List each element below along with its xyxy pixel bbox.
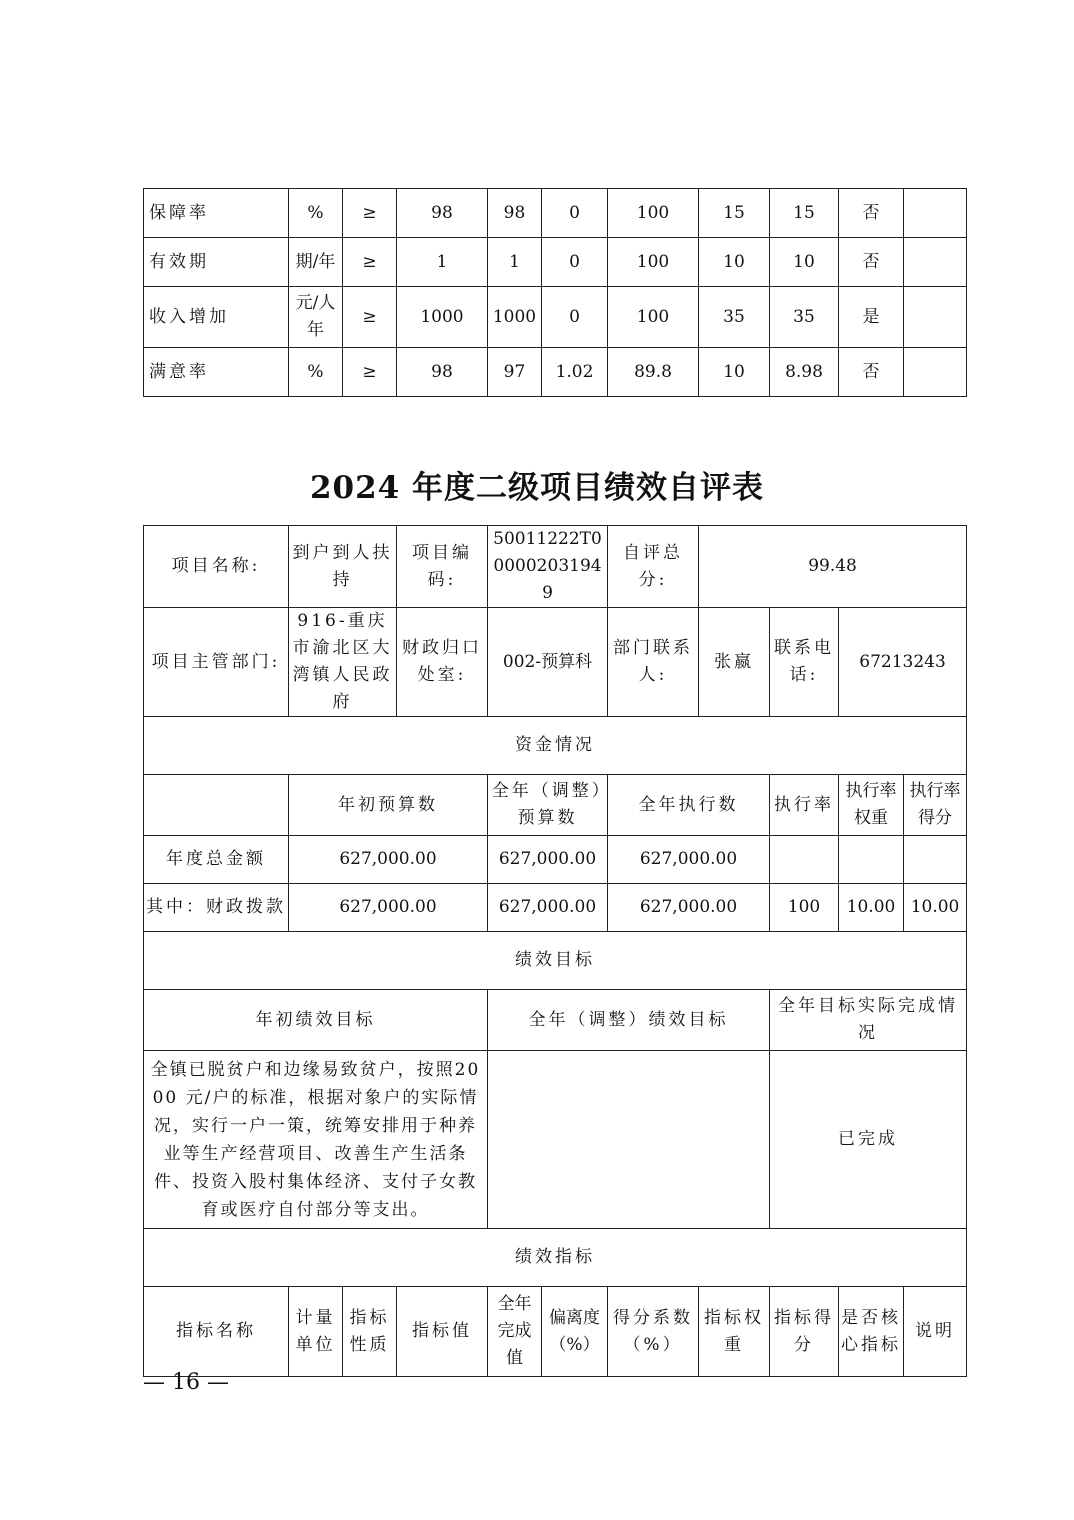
indicator-row	[144, 189, 967, 238]
contact-value: 张嬴	[699, 608, 770, 717]
funds-row	[144, 836, 967, 884]
indicator-coef: 100	[608, 287, 699, 348]
funds-header: 全年执行数	[608, 775, 770, 836]
finance-label: 财政归口处室:	[397, 608, 488, 717]
indicator-target: 98	[397, 348, 488, 397]
indicator-table-continued	[143, 188, 967, 397]
actual-completion-text: 已完成	[770, 1051, 967, 1229]
indicator-weight: 35	[699, 287, 770, 348]
phone-label: 联系电话:	[770, 608, 839, 717]
funds-header: 执行率权重	[839, 775, 904, 836]
page-number: — 16 —	[143, 1370, 229, 1395]
indicator-core: 否	[839, 348, 904, 397]
indicator-score: 10	[770, 238, 839, 287]
funds-header-row	[144, 775, 967, 836]
project-name: 到户到人扶持	[289, 526, 397, 608]
project-code-label: 项目编码:	[397, 526, 488, 608]
indicator-row	[144, 348, 967, 397]
funds-row-label: 其中：财政拨款	[144, 884, 289, 932]
funds-score: 10.00	[904, 884, 967, 932]
indicator-score: 8.98	[770, 348, 839, 397]
indicator-note	[904, 287, 967, 348]
indicator-unit: 期/年	[289, 238, 343, 287]
indicators-header-row	[144, 1287, 967, 1377]
indicator-actual: 97	[488, 348, 542, 397]
indicator-name: 收入增加	[144, 287, 289, 348]
indicator-deviation: 0	[542, 238, 608, 287]
indicator-name: 有效期	[144, 238, 289, 287]
indicator-actual: 1000	[488, 287, 542, 348]
indicator-nature: ≥	[343, 348, 397, 397]
adjusted-goal-text	[488, 1051, 770, 1229]
project-name-label: 项目名称:	[144, 526, 289, 608]
evaluation-table	[143, 525, 967, 1377]
funds-section-header: 资金情况	[144, 717, 967, 775]
indicator-header: 指标名称	[144, 1287, 289, 1377]
goals-header: 年初绩效目标	[144, 990, 488, 1051]
indicator-core: 是	[839, 287, 904, 348]
indicator-weight: 10	[699, 348, 770, 397]
goals-content-row	[144, 1051, 967, 1229]
phone-value: 67213243	[839, 608, 967, 717]
indicator-target: 98	[397, 189, 488, 238]
funds-executed: 627,000.00	[608, 884, 770, 932]
funds-header: 年初预算数	[289, 775, 488, 836]
indicator-unit: %	[289, 189, 343, 238]
funds-score	[904, 836, 967, 884]
indicator-name: 保障率	[144, 189, 289, 238]
project-info-row	[144, 526, 967, 608]
funds-adjusted: 627,000.00	[488, 884, 608, 932]
funds-header: 全年（调整）预算数	[488, 775, 608, 836]
funds-weight: 10.00	[839, 884, 904, 932]
goals-header: 全年（调整）绩效目标	[488, 990, 770, 1051]
contact-label: 部门联系人:	[608, 608, 699, 717]
indicator-row	[144, 238, 967, 287]
indicator-target: 1	[397, 238, 488, 287]
dept-label: 项目主管部门:	[144, 608, 289, 717]
indicator-note	[904, 238, 967, 287]
funds-adjusted: 627,000.00	[488, 836, 608, 884]
indicator-unit: %	[289, 348, 343, 397]
indicator-core: 否	[839, 238, 904, 287]
indicator-nature: ≥	[343, 287, 397, 348]
indicator-deviation: 0	[542, 287, 608, 348]
indicator-coef: 100	[608, 189, 699, 238]
indicator-header: 指标权重	[699, 1287, 770, 1377]
indicator-target: 1000	[397, 287, 488, 348]
indicator-header: 得分系数（%）	[608, 1287, 699, 1377]
funds-row	[144, 884, 967, 932]
funds-rate: 100	[770, 884, 839, 932]
indicator-coef: 89.8	[608, 348, 699, 397]
funds-initial: 627,000.00	[289, 836, 488, 884]
total-score: 99.48	[699, 526, 967, 608]
indicator-weight: 10	[699, 238, 770, 287]
indicators-section-header: 绩效指标	[144, 1229, 967, 1287]
funds-header: 执行率	[770, 775, 839, 836]
funds-executed: 627,000.00	[608, 836, 770, 884]
dept-value: 916-重庆市渝北区大湾镇人民政府	[289, 608, 397, 717]
indicator-header: 偏离度（%）	[542, 1287, 608, 1377]
indicator-header: 计量单位	[289, 1287, 343, 1377]
department-row	[144, 608, 967, 717]
goals-section-header: 绩效目标	[144, 932, 967, 990]
indicator-header: 指标性质	[343, 1287, 397, 1377]
funds-header: 执行率得分	[904, 775, 967, 836]
indicator-row	[144, 287, 967, 348]
indicator-header: 全年完成值	[488, 1287, 542, 1377]
page-title: 2024 年度二级项目绩效自评表	[309, 470, 765, 506]
funds-header-blank	[144, 775, 289, 836]
funds-initial: 627,000.00	[289, 884, 488, 932]
indicator-note	[904, 348, 967, 397]
total-score-label: 自评总分:	[608, 526, 699, 608]
indicator-score: 35	[770, 287, 839, 348]
funds-row-label: 年度总金额	[144, 836, 289, 884]
indicator-coef: 100	[608, 238, 699, 287]
indicator-header: 指标得分	[770, 1287, 839, 1377]
indicator-name: 满意率	[144, 348, 289, 397]
indicator-nature: ≥	[343, 238, 397, 287]
indicator-header: 说明	[904, 1287, 967, 1377]
indicator-deviation: 1.02	[542, 348, 608, 397]
initial-goal-text: 全镇已脱贫户和边缘易致贫户，按照2000 元/户的标准，根据对象户的实际情况，实行一户一策，统筹安排用于种养业等生产经营项目、改善生产生活条件、投资入股村集体经济、支付子女教育或医疗自付部分等支出。	[144, 1051, 488, 1229]
indicator-score: 15	[770, 189, 839, 238]
indicator-actual: 1	[488, 238, 542, 287]
indicator-header: 是否核心指标	[839, 1287, 904, 1377]
funds-weight	[839, 836, 904, 884]
indicator-nature: ≥	[343, 189, 397, 238]
indicator-deviation: 0	[542, 189, 608, 238]
indicator-unit: 元/人年	[289, 287, 343, 348]
indicator-core: 否	[839, 189, 904, 238]
indicator-note	[904, 189, 967, 238]
goals-header: 全年目标实际完成情况	[770, 990, 967, 1051]
indicator-header: 指标值	[397, 1287, 488, 1377]
indicator-weight: 15	[699, 189, 770, 238]
goals-header-row	[144, 990, 967, 1051]
finance-value: 002-预算科	[488, 608, 608, 717]
indicator-actual: 98	[488, 189, 542, 238]
project-code: 50011222T000002031949	[488, 526, 608, 608]
funds-rate	[770, 836, 839, 884]
